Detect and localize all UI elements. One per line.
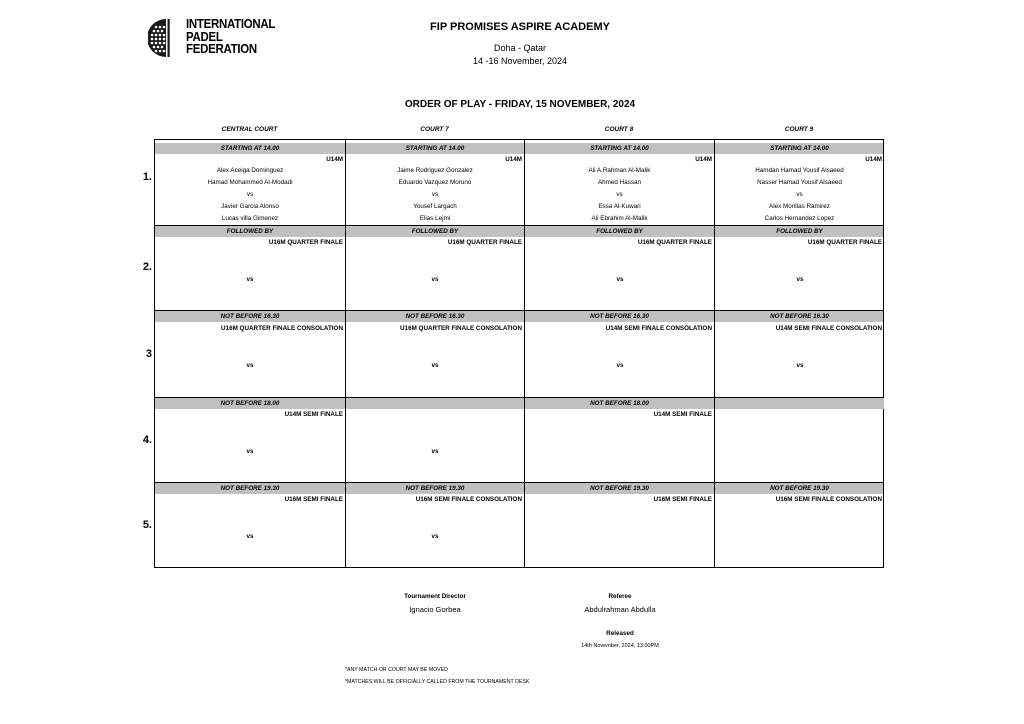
row-number-1: 1. [142, 171, 152, 183]
player-name: Lucas villa Gimenez [221, 215, 279, 222]
event-label: U14M SEMI FINALE [284, 411, 343, 418]
event-label: U16M SEMI FINALE [284, 496, 343, 503]
vs-label: vs [796, 362, 804, 369]
vs-label: vs [616, 276, 624, 283]
footnote-move: *ANY MATCH OR COURT MAY BE MOVED [345, 667, 448, 673]
cell-time-label: STARTING AT 14.00 [770, 145, 829, 152]
vs-label: vs [246, 276, 254, 283]
player-name: Eduardo Vazquez Moruno [398, 179, 472, 186]
player-name: Alex Aceiga Dominguez [216, 167, 284, 174]
cell-time-label: NOT BEFORE 19.30 [220, 485, 280, 492]
vs-label: vs [431, 191, 439, 198]
released-value: 14th November, 2024, 13:00PM [581, 643, 659, 649]
player-name: Yousef Largach [413, 203, 457, 210]
cell-time-label: NOT BEFORE 16.30 [220, 313, 280, 320]
vs-label: vs [246, 362, 254, 369]
event-label: U16M QUARTER FINALE [447, 239, 522, 246]
cell-time-label: NOT BEFORE 16.30 [590, 313, 649, 320]
event-label: U16M QUARTER FINALE CONSOLATION [221, 325, 343, 332]
court-header-7: COURT 7 [420, 126, 449, 133]
row-number-4: 4. [142, 434, 152, 446]
cell-time-label: NOT BEFORE 19.30 [770, 485, 829, 492]
event-label: U14M [695, 156, 712, 163]
court-header-8: COURT 8 [604, 126, 634, 133]
player-name: Ahmed Hassan [597, 179, 642, 186]
row-number-3: 3 [145, 348, 152, 360]
vs-label: vs [431, 533, 439, 540]
vs-label: vs [431, 448, 439, 455]
cell-time-label: FOLLOWED BY [411, 228, 459, 235]
tournament-title: FIP PROMISES ASPIRE ACADEMY [430, 21, 610, 33]
event-label: U16M QUARTER FINALE CONSOLATION [400, 325, 522, 332]
row-number-5: 5. [142, 519, 152, 531]
footnote-desk: *MATCHES WILL BE OFFICIALLY CALLED FROM THE TOURNAMENT DESK [345, 679, 530, 685]
player-name: Alex Morillas Ramirez [769, 203, 830, 210]
court-header-9: COURT 9 [784, 126, 814, 133]
released-label: Released [606, 630, 634, 637]
cell-time-label: STARTING AT 14.00 [405, 145, 465, 152]
cell-time-label: NOT BEFORE 18.00 [220, 400, 280, 407]
tournament-dates: 14 -16 November, 2024 [472, 56, 568, 66]
event-label: U14M SEMI FINALE CONSOLATION [605, 325, 712, 332]
cell-time-label: NOT BEFORE 18.00 [590, 400, 649, 407]
vs-label: vs [246, 448, 254, 455]
director-name: Ignacio Gorbea [409, 605, 461, 614]
event-label: U14M [865, 156, 882, 163]
cell-time-label: NOT BEFORE 19.30 [405, 485, 465, 492]
player-name: Javier Garcia Alonso [221, 203, 279, 210]
logo-line-2: PADEL [186, 28, 223, 44]
player-name: Elias Lejmi [419, 215, 451, 222]
cell-time-label: FOLLOWED BY [776, 228, 823, 235]
cell-time-label: NOT BEFORE 19.30 [590, 485, 649, 492]
event-label: U16M QUARTER FINALE [268, 239, 343, 246]
referee-name: Abdulrahman Abdulla [584, 605, 656, 614]
player-name: Ali A.Rahman Al-Malik [588, 167, 651, 174]
event-label: U14M SEMI FINALE CONSOLATION [775, 325, 882, 332]
cell-time-label: FOLLOWED BY [226, 228, 274, 235]
vs-label: vs [246, 191, 254, 198]
cell-time-label [346, 398, 524, 409]
event-label: U16M QUARTER FINALE [637, 239, 712, 246]
cell-time-label [715, 398, 884, 409]
referee-label: Referee [608, 593, 632, 600]
event-label: U14M [326, 156, 343, 163]
vs-label: vs [796, 276, 804, 283]
event-label: U16M SEMI FINALE [653, 496, 712, 503]
player-name: Hamad Mohammed Al-Modadi [207, 179, 293, 186]
order-of-play-table [154, 139, 884, 568]
cell-time-label: NOT BEFORE 16.30 [770, 313, 829, 320]
event-label: U16M QUARTER FINALE [807, 239, 882, 246]
cell-time-label: STARTING AT 14.00 [590, 145, 649, 152]
player-name: Ali Ebrahim Al-Malik [591, 215, 648, 222]
event-label: U16M SEMI FINALE CONSOLATION [775, 496, 882, 503]
vs-label: vs [616, 362, 624, 369]
logo-line-3: FEDERATION [186, 41, 257, 56]
player-name: Jaime Rodriguez Gonzalez [397, 167, 473, 174]
row-number-2: 2. [142, 261, 152, 273]
vs-label: vs [616, 191, 623, 198]
event-label: U14M [505, 156, 522, 163]
tournament-location: Doha - Qatar [493, 43, 547, 53]
director-label: Tournament Director [404, 593, 466, 600]
vs-label: vs [246, 533, 254, 540]
event-label: U16M SEMI FINALE CONSOLATION [415, 496, 522, 503]
vs-label: vs [431, 276, 439, 283]
event-label: U14M SEMI FINALE [653, 411, 712, 418]
player-name: Nasser Hamad Yousif Alsaeed [757, 179, 842, 186]
player-name: Essa Al-Kuwari [598, 203, 641, 210]
player-name: Carlos Hernandez Lopez [764, 215, 835, 222]
vs-label: vs [431, 362, 439, 369]
order-of-play-title: ORDER OF PLAY - FRIDAY, 15 NOVEMBER, 2024 [404, 99, 636, 110]
court-header-central: CENTRAL COURT [221, 126, 278, 133]
cell-time-label: NOT BEFORE 16.30 [405, 313, 465, 320]
player-name: Hamdan Hamad Yousif Alsaeed [755, 167, 844, 174]
vs-label: vs [796, 191, 803, 198]
cell-time-label: FOLLOWED BY [596, 228, 643, 235]
cell-time-label: STARTING AT 14.00 [220, 145, 280, 152]
logo-line-1: INTERNATIONAL [186, 16, 276, 31]
